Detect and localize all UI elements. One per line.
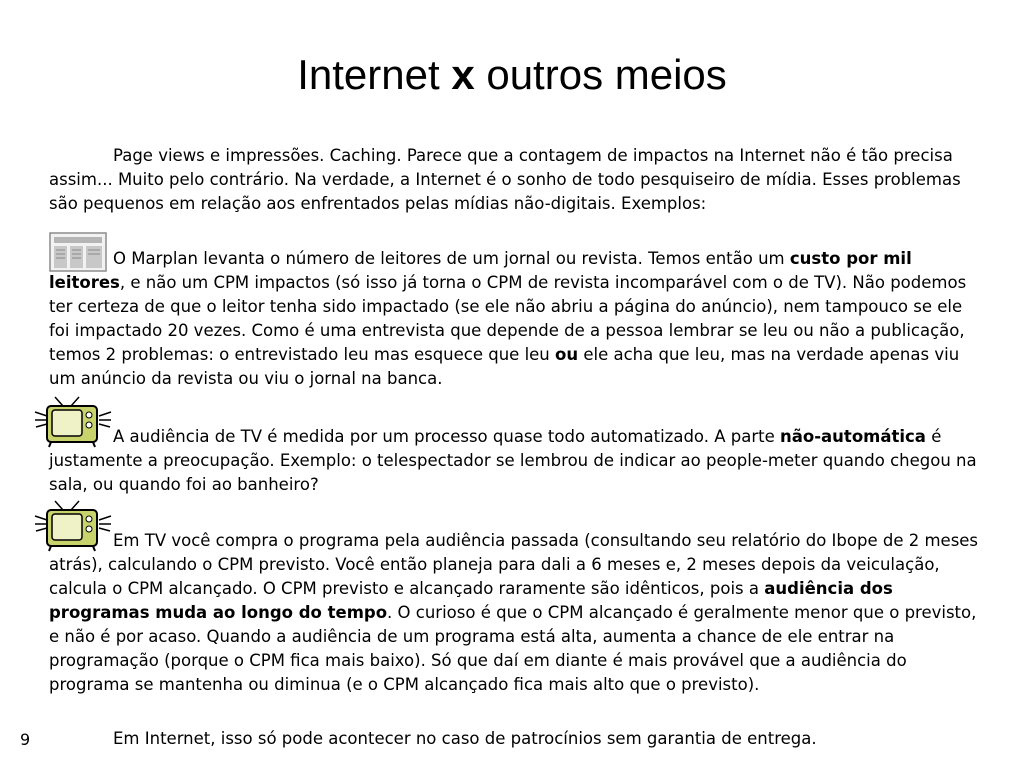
- newspaper-icon-slot: [49, 250, 113, 264]
- newspaper-icon: [49, 232, 107, 272]
- print-bold-1: custo por mil leitores: [49, 249, 912, 292]
- tv-icon-slot: [49, 428, 113, 442]
- tv-planning-paragraph: [49, 529, 985, 697]
- intro-text: Page views e impressões. Caching. Parece que a contagem de impactos na Internet não é tão precisa assim... Muito pelo contrário. Na verdade, a Internet é o sonho de todo pesquiseiro de mídia. Esses problemas são pequenos em relação aos enfrentados pelas mídias não-digitais. Exemplos:: [49, 146, 961, 213]
- print-text-3: ele acha que leu, mas na verdade apenas viu um anúncio da revista ou viu o jornal na banca.: [49, 345, 960, 388]
- tv1-text-2: é justamente a preocupação. Exemplo: o telespectador se lembrou de indicar ao people-meter quando chegou na sala, ou quando foi ao banheiro?: [49, 427, 977, 494]
- tv1-bold-1: não-automática: [779, 427, 926, 446]
- slide-number: 9: [20, 730, 31, 749]
- tv1-text-1: A audiência de TV é medida por um processo quase todo automatizado. A parte: [113, 427, 780, 446]
- slide-title: [0, 48, 1024, 102]
- title-x: x: [451, 51, 475, 98]
- tv2-text-2: . O curioso é que o CPM alcançado é geralmente menor que o previsto, e não é por acaso. Quando a audiência de um programa está alta, aumenta a chance de ele entrar na programação (porque o CPM fica mais baixo). Só que daí em diante é mais provável que a audiência do programa se mantenha ou diminua (e o CPM alcançado fica mais alto que o previsto).: [49, 603, 977, 694]
- print-media-paragraph: [49, 247, 985, 391]
- print-bold-2: ou: [555, 345, 579, 364]
- tv-measurement-paragraph: [49, 425, 985, 497]
- tv2-bold-1: audiência dos programas muda ao longo do tempo: [49, 579, 893, 622]
- intro-paragraph: [49, 144, 985, 216]
- closing-paragraph: [49, 727, 985, 751]
- print-text-2: , e não um CPM impactos (só isso já torna o CPM de revista incomparável com o de TV). Não podemos ter certeza de que o leitor tenha sido impactado (se ele não abriu a página do anúncio), nem tampouco se ele foi impactado 20 vezes. Como é uma entrevista que depende de a pessoa lembrar se leu ou não a publicação, temos 2 problemas: o entrevistado leu mas esquece que leu: [49, 273, 967, 364]
- print-text-1: O Marplan levanta o número de leitores de um jornal ou revista. Temos então um: [113, 249, 790, 268]
- title-suffix: outros meios: [474, 51, 727, 98]
- tv-icon: [33, 500, 113, 552]
- title-prefix: Internet: [297, 51, 452, 98]
- tv-icon-slot: [49, 532, 113, 546]
- closing-text: Em Internet, isso só pode acontecer no caso de patrocínios sem garantia de entrega.: [113, 729, 817, 748]
- tv-icon: [33, 396, 113, 448]
- tv2-text-1: Em TV você compra o programa pela audiência passada (consultando seu relatório do Ibope de 2 meses atrás), calculando o CPM previsto. Você então planeja para dali a 6 meses e, 2 meses depois da veiculação, calcula o CPM alcançado. O CPM previsto e alcançado raramente são idênticos, pois a: [49, 531, 979, 598]
